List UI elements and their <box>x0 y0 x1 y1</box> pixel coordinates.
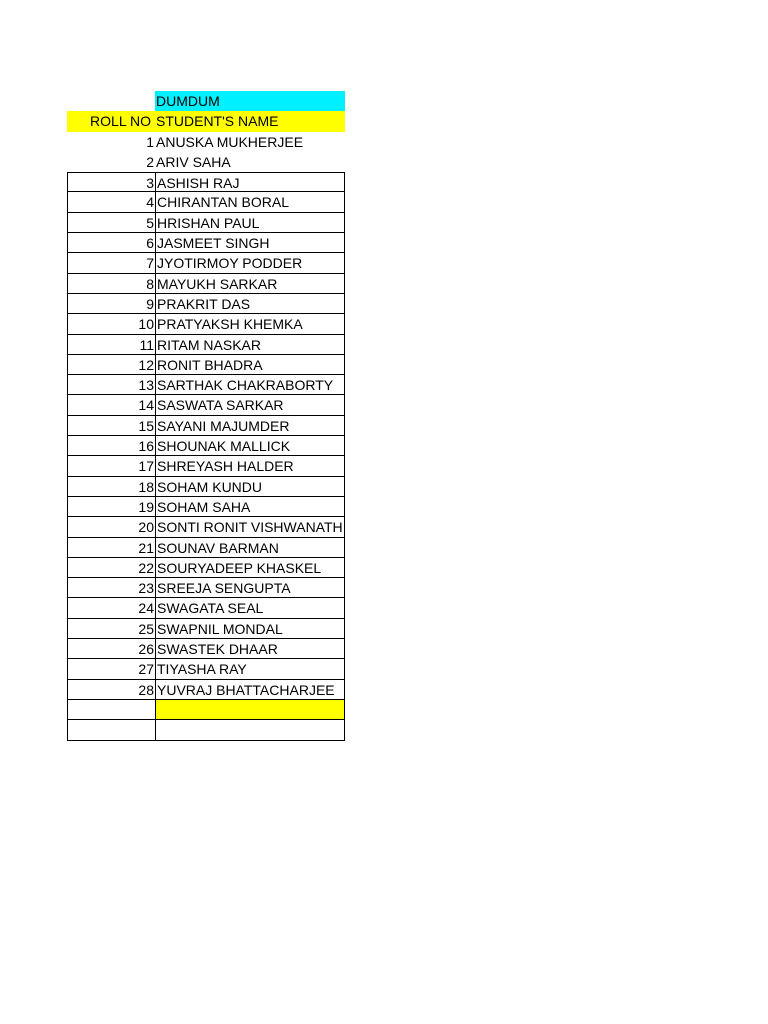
roll-cell[interactable]: 19 <box>67 497 155 517</box>
student-name-cell[interactable]: SARTHAK CHAKRABORTY <box>155 375 345 395</box>
table-row <box>67 314 345 334</box>
student-name-cell[interactable]: SREEJA SENGUPTA <box>155 578 345 598</box>
roll-cell[interactable]: 27 <box>67 659 155 679</box>
roll-cell[interactable]: 16 <box>67 436 155 456</box>
table-row <box>67 538 345 558</box>
table-row <box>67 233 345 253</box>
roll-cell[interactable]: 10 <box>67 314 155 334</box>
roll-cell[interactable]: 8 <box>67 274 155 294</box>
roll-cell[interactable]: 1 <box>146 133 154 150</box>
roll-no-header[interactable]: ROLL NO <box>67 111 155 131</box>
student-name-cell[interactable]: SONTI RONIT VISHWANATH <box>155 517 345 537</box>
student-name-cell[interactable]: ANUSKA MUKHERJEE <box>156 133 304 150</box>
roll-cell[interactable]: 4 <box>67 192 155 212</box>
table-row <box>67 294 345 314</box>
table-row <box>67 192 345 212</box>
roll-cell[interactable]: 24 <box>67 598 155 618</box>
roll-cell[interactable]: 11 <box>67 335 155 355</box>
roll-cell[interactable]: 3 <box>67 172 155 192</box>
roll-cell[interactable]: 14 <box>67 395 155 415</box>
student-name-cell[interactable]: JASMEET SINGH <box>155 233 345 253</box>
student-name-cell[interactable]: SHREYASH HALDER <box>155 456 345 476</box>
table-row <box>67 578 345 598</box>
roll-cell[interactable]: 18 <box>67 477 155 497</box>
roll-cell[interactable]: 9 <box>67 294 155 314</box>
empty-roll-cell[interactable] <box>67 720 155 740</box>
table-row <box>67 497 345 517</box>
table-row <box>67 152 345 172</box>
student-name-cell[interactable]: YUVRAJ BHATTACHARJEE <box>155 680 345 700</box>
empty-name-cell[interactable] <box>155 720 345 740</box>
table-row <box>67 558 345 578</box>
student-name-cell[interactable]: SAYANI MAJUMDER <box>155 416 345 436</box>
roll-cell[interactable]: 20 <box>67 517 155 537</box>
table-row <box>67 619 345 639</box>
table-row <box>67 253 345 273</box>
student-name-cell[interactable]: SOHAM KUNDU <box>155 477 345 497</box>
roll-cell[interactable]: 7 <box>67 253 155 273</box>
empty-table-row <box>67 720 345 740</box>
table-row <box>67 416 345 436</box>
roll-cell[interactable]: 17 <box>67 456 155 476</box>
table-row <box>67 375 345 395</box>
student-name-header[interactable]: STUDENT'S NAME <box>155 111 345 131</box>
table-row <box>67 395 345 415</box>
roll-cell[interactable]: 2 <box>146 153 154 170</box>
table-row <box>67 355 345 375</box>
student-name-cell[interactable]: SWAGATA SEAL <box>155 598 345 618</box>
table-row <box>67 639 345 659</box>
student-name-cell[interactable]: MAYUKH SARKAR <box>155 274 345 294</box>
table-row <box>67 659 345 679</box>
student-name-cell[interactable]: ARIV SAHA <box>156 153 231 170</box>
student-name-cell[interactable]: SOUNAV BARMAN <box>155 538 345 558</box>
student-name-cell[interactable]: PRAKRIT DAS <box>155 294 345 314</box>
table-row <box>67 132 345 152</box>
student-name-cell[interactable]: TIYASHA RAY <box>155 659 345 679</box>
roll-cell[interactable]: 6 <box>67 233 155 253</box>
empty-name-cell[interactable] <box>155 700 345 720</box>
student-name-cell[interactable]: ASHISH RAJ <box>155 172 345 192</box>
roll-cell[interactable]: 5 <box>67 213 155 233</box>
student-name-cell[interactable]: RITAM NASKAR <box>155 335 345 355</box>
header-row <box>67 111 345 131</box>
empty-roll-cell[interactable] <box>67 700 155 720</box>
roll-cell[interactable]: 26 <box>67 639 155 659</box>
student-rows <box>67 132 345 741</box>
roll-cell[interactable]: 25 <box>67 619 155 639</box>
table-row <box>67 436 345 456</box>
school-roll-cell[interactable] <box>67 91 155 111</box>
student-name-cell[interactable]: SWASTEK DHAAR <box>155 639 345 659</box>
table-row <box>67 598 345 618</box>
table-row <box>67 477 345 497</box>
student-name-cell[interactable]: RONIT BHADRA <box>155 355 345 375</box>
student-name-cell[interactable]: PRATYAKSH KHEMKA <box>155 314 345 334</box>
school-name-row <box>67 91 345 111</box>
roll-cell[interactable]: 22 <box>67 558 155 578</box>
roll-cell[interactable]: 13 <box>67 375 155 395</box>
roll-cell[interactable]: 15 <box>67 416 155 436</box>
table-row <box>67 517 345 537</box>
student-name-cell[interactable]: SOURYADEEP KHASKEL <box>155 558 345 578</box>
roll-cell[interactable]: 23 <box>67 578 155 598</box>
student-name-cell[interactable]: SWAPNIL MONDAL <box>155 619 345 639</box>
roll-cell[interactable]: 28 <box>67 680 155 700</box>
student-name-cell[interactable]: SASWATA SARKAR <box>155 395 345 415</box>
student-name-cell[interactable]: JYOTIRMOY PODDER <box>155 253 345 273</box>
table-row <box>67 335 345 355</box>
table-row <box>67 680 345 700</box>
roll-cell[interactable]: 21 <box>67 538 155 558</box>
student-name-cell[interactable]: CHIRANTAN BORAL <box>155 192 345 212</box>
table-row <box>67 172 345 192</box>
table-row <box>67 213 345 233</box>
table-row <box>67 456 345 476</box>
table-row <box>67 274 345 294</box>
student-name-cell[interactable]: HRISHAN PAUL <box>155 213 345 233</box>
roll-cell[interactable]: 12 <box>67 355 155 375</box>
student-name-cell[interactable]: SHOUNAK MALLICK <box>155 436 345 456</box>
empty-table-row <box>67 700 345 720</box>
student-name-cell[interactable]: SOHAM SAHA <box>155 497 345 517</box>
school-name-cell[interactable]: DUMDUM <box>155 91 345 111</box>
student-roll-sheet <box>67 91 345 741</box>
